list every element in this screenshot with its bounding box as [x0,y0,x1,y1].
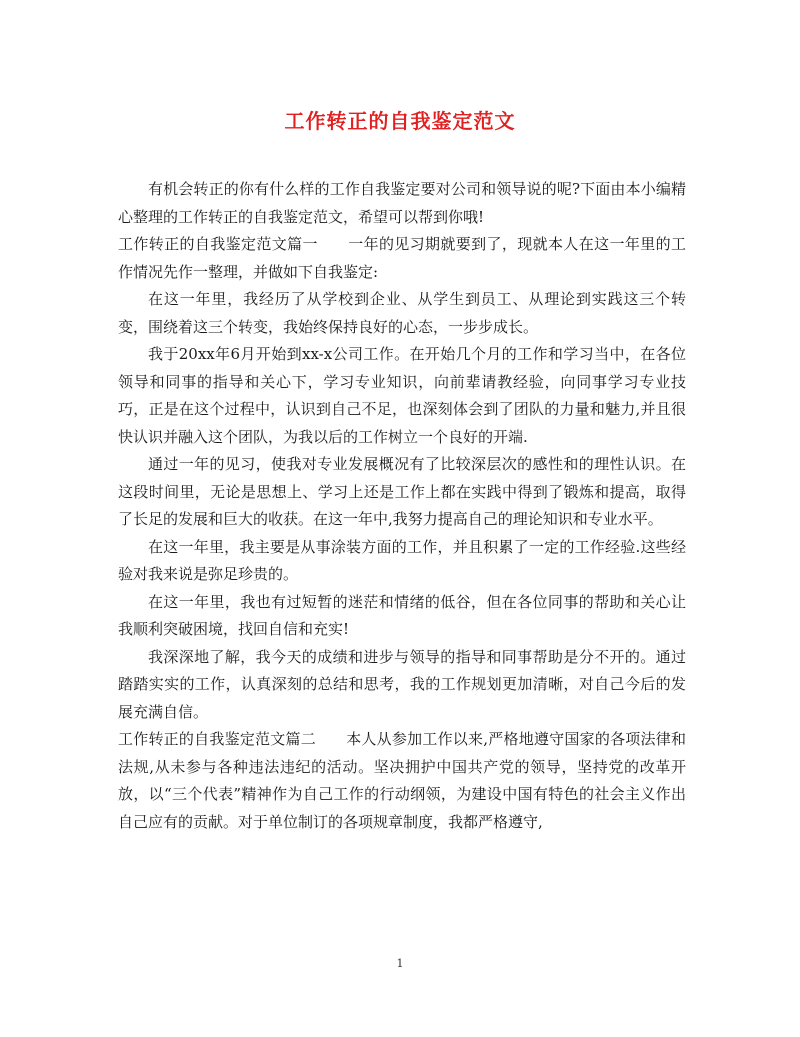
section-one-lead: 一年的见习期就要到了，现就本人在这一年里的工作情况先作一整理，并做如下自我鉴定: [118,235,686,281]
body-paragraph-gratitude: 我深深地了解，我今天的成绩和进步与领导的指导和同事帮助是分不开的。通过踏踏实实的工作，认真深刻的总结和思考，我的工作规划更加清晰，对自己今后的发展充满自信。 [118,647,686,721]
section-two-paragraph [118,726,686,836]
body-paragraph-coating: 在这一年里，我主要是从事涂装方面的工作，并且积累了一定的工作经验.这些经验对我来说是弥足珍贵的。 [118,537,686,583]
page-number: 1 [396,957,404,970]
document-title: 工作转正的自我鉴定范文 [284,109,516,133]
section-two-lead: 本人从参加工作以来,严格地遵守国家的各项法律和法规,从未参与各种违法违纪的活动。坚决拥护中国共产党的领导，坚持党的改革开放，以“三个代表”精神作为自己工作的行动纲领，为建设中国有特色的社会主义作出自己应有的贡献。对于单位制订的各项规章制度，我都严格遵守, [118,730,686,831]
section-two-heading: 工作转正的自我鉴定范文篇二 [118,730,316,748]
section-one-heading: 工作转正的自我鉴定范文篇一 [118,235,318,253]
intro-paragraph: 有机会转正的你有什么样的工作自我鉴定要对公司和领导说的呢?下面由本小编精心整理的工作转正的自我鉴定范文，希望可以帮到你哦! [118,180,686,226]
body-paragraph-transitions: 在这一年里，我经历了从学校到企业、从学生到员工、从理论到实践这三个转变，围绕着这三个转变，我始终保持良好的心态，一步步成长。 [118,290,686,336]
body-paragraph-internship: 通过一年的见习，使我对专业发展概况有了比较深层次的感性和的理性认识。在这段时间里，无论是思想上、学习上还是工作上都在实践中得到了锻炼和提高，取得了长足的发展和巨大的收获。在这一年中,我努力提高自己的理论知识和专业水平。 [118,455,686,528]
section-one-paragraph [118,231,686,286]
body-paragraph-confusion: 在这一年里，我也有过短暂的迷茫和情绪的低谷，但在各位同事的帮助和关心让我顺利突破困境，找回自信和充实! [118,592,686,638]
document-body [118,176,686,836]
body-paragraph-start-work: 我于20xx年6月开始到xx-x公司工作。在开始几个月的工作和学习当中，在各位领导和同事的指导和关心下，学习专业知识，向前辈请教经验，向同事学习专业技巧，正是在这个过程中，认识到自己不足，也深刻体会到了团队的力量和魅力,并且很快认识并融入这个团队，为我以后的工作树立一个良好的开端. [118,345,686,446]
